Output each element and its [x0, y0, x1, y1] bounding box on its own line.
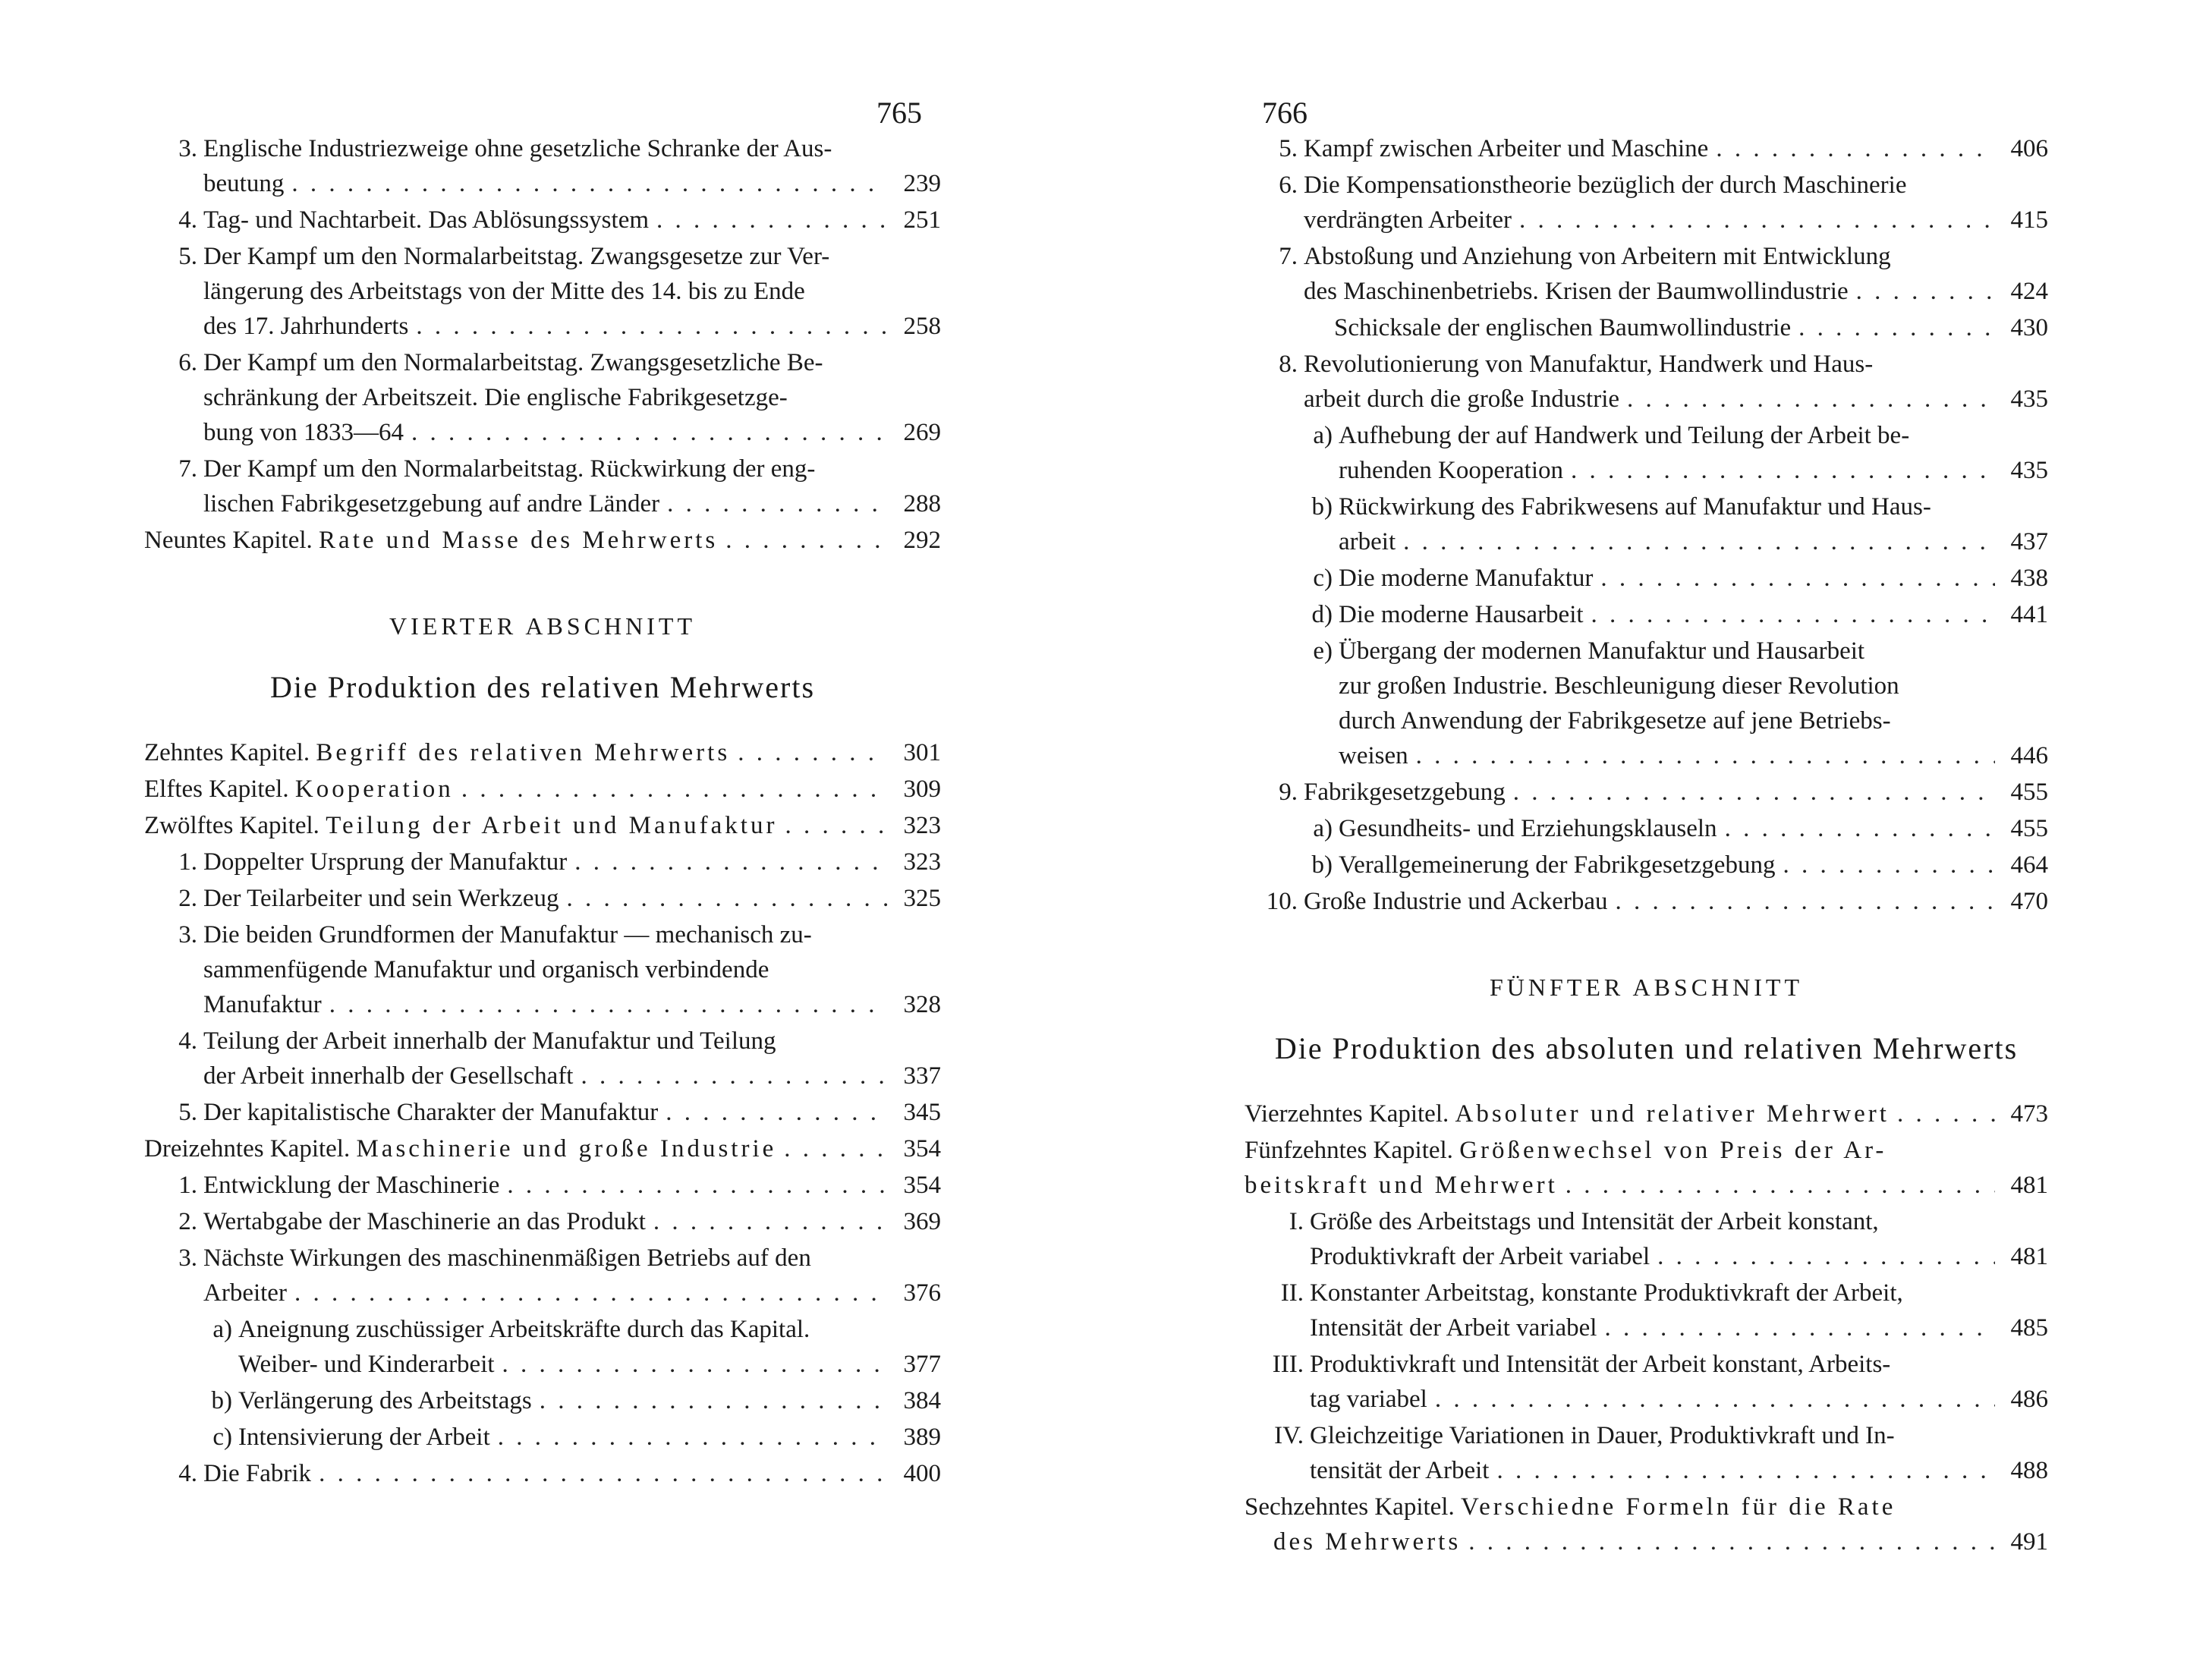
entry-text: Schicksale der englischen Baumwollindustrie	[1334, 314, 1792, 341]
dot-leader	[1615, 888, 1995, 916]
entry-number: 7.	[178, 455, 197, 483]
dot-leader	[784, 1135, 888, 1163]
page-ref: 455	[2010, 779, 2048, 806]
page-ref: 441	[2010, 601, 2048, 628]
toc-group-top	[1245, 135, 2048, 313]
entry-text: arbeit	[1339, 528, 1396, 555]
entry-text: Manufaktur	[203, 991, 322, 1018]
dot-leader	[1403, 528, 1995, 556]
section-title: Die Produktion des absoluten und relativen Mehrwerts	[1274, 1031, 2019, 1065]
entry-text: Größe des Arbeitstags und Intensität der Arbeit konstant,	[1310, 1208, 1879, 1235]
dot-leader	[667, 490, 888, 518]
entry-text: Verallgemeinerung der Fabrikgesetzgebung	[1339, 851, 1776, 879]
page-ref: 309	[903, 776, 941, 803]
toc-entry	[1245, 493, 2048, 563]
page-ref: 328	[903, 991, 941, 1018]
dot-leader	[1600, 565, 1995, 593]
toc-entry	[144, 848, 941, 883]
dot-leader	[666, 1099, 888, 1127]
entry-number: 3.	[178, 921, 197, 949]
chapter-entry	[144, 739, 941, 774]
entry-number: 1.	[178, 1172, 197, 1199]
page-ref: 377	[903, 1351, 941, 1378]
entry-text: längerung des Arbeitstags von der Mitte des 14. bis zu Ende	[203, 278, 805, 305]
page-ref: 345	[903, 1099, 941, 1126]
page-ref: 430	[2010, 314, 2048, 341]
dot-leader	[581, 1062, 888, 1090]
entry-number: 5.	[178, 1099, 197, 1126]
toc-group-9-sub	[1245, 815, 2048, 886]
page-ref: 473	[2010, 1100, 2048, 1128]
entry-number: a)	[212, 1316, 232, 1343]
entry-text: Gesundheits- und Erziehungsklauseln	[1339, 815, 1717, 842]
chapter-title: Maschinerie und große Industrie	[356, 1135, 777, 1162]
entry-text: Aufhebung der auf Handwerk und Teilung der Arbeit be-	[1339, 422, 1910, 449]
page-ref: 323	[903, 812, 941, 839]
dot-leader	[1519, 206, 1995, 234]
chapter-entry	[1245, 1137, 2048, 1207]
page-ref: 415	[2010, 206, 2048, 234]
toc-entry	[1245, 1351, 2048, 1420]
dot-leader	[1798, 314, 1995, 342]
toc-entry	[144, 1316, 941, 1386]
toc-entry	[144, 921, 941, 1026]
dot-leader	[1657, 1243, 1995, 1271]
entry-text: Weiber- und Kinderarbeit	[238, 1351, 495, 1378]
toc-entry	[1245, 888, 2048, 923]
page-ref: 486	[2010, 1386, 2048, 1413]
entry-number: c)	[1313, 565, 1333, 592]
entry-text: Große Industrie und Ackerbau	[1304, 888, 1608, 915]
entry-text: Abstoßung und Anziehung von Arbeitern mit Entwicklung	[1304, 243, 1891, 270]
section-label: FÜNFTER ABSCHNITT	[1489, 974, 1804, 1001]
entry-text: Übergang der modernen Manufaktur und Hausarbeit	[1339, 637, 1865, 665]
entry-number: IV.	[1274, 1422, 1304, 1449]
page-ref: 384	[903, 1387, 941, 1414]
entry-number: 3.	[178, 1244, 197, 1272]
dot-leader	[574, 848, 888, 876]
toc-group-ch12	[144, 848, 941, 1134]
chapter-title: des Mehrwerts	[1273, 1528, 1462, 1556]
dot-leader	[461, 776, 888, 804]
entry-number: I.	[1289, 1208, 1304, 1235]
toc-entry	[144, 1424, 941, 1458]
page-number: 765	[876, 96, 922, 130]
right-page	[1094, 0, 2187, 1680]
entry-number: 4.	[178, 1460, 197, 1487]
entry-text: Die moderne Hausarbeit	[1339, 601, 1584, 628]
chapter-label: Fünfzehntes Kapitel.	[1245, 1137, 1453, 1164]
dot-leader	[1566, 1172, 1995, 1200]
toc-group-top	[144, 135, 941, 525]
dot-leader	[1897, 1100, 1995, 1128]
dot-leader	[1468, 1528, 1995, 1556]
dot-leader	[498, 1424, 888, 1452]
page-ref: 354	[903, 1135, 941, 1162]
page-ref: 435	[2010, 457, 2048, 484]
toc-entry	[144, 206, 941, 241]
dot-leader	[1783, 851, 1995, 879]
entry-text: durch Anwendung der Fabrikgesetze auf jene Betriebs-	[1339, 707, 1891, 735]
toc-entry	[1245, 243, 2048, 313]
toc-entry	[1245, 1279, 2048, 1349]
chapter-title: Rate und Masse des Mehrwerts	[319, 527, 719, 554]
page-ref: 325	[903, 885, 941, 912]
toc-entry	[1245, 422, 2048, 492]
entry-number: b)	[1311, 493, 1333, 521]
entry-text: des 17. Jahrhunderts	[203, 313, 409, 340]
entry-text: beutung	[203, 170, 285, 197]
entry-text: Doppelter Ursprung der Manufaktur	[203, 848, 568, 876]
dot-leader	[291, 170, 888, 198]
entry-text: Die Kompensationstheorie bezüglich der durch Maschinerie	[1304, 171, 1907, 199]
entry-number: 2.	[178, 1208, 197, 1235]
toc-entry	[1245, 851, 2048, 886]
entry-text: Die moderne Manufaktur	[1339, 565, 1594, 592]
entry-number: III.	[1272, 1351, 1304, 1378]
dot-leader	[319, 1460, 888, 1488]
toc-entry	[144, 1208, 941, 1243]
entry-number: 10.	[1266, 888, 1298, 915]
entry-number: b)	[1311, 851, 1333, 879]
entry-text: Produktivkraft und Intensität der Arbeit konstant, Arbeits-	[1310, 1351, 1891, 1378]
page-ref: 491	[2010, 1528, 2048, 1556]
entry-number: 3.	[178, 135, 197, 162]
dot-leader	[738, 739, 888, 767]
chapter-label: Neuntes Kapitel.	[144, 527, 313, 554]
entry-text: tag variabel	[1310, 1386, 1427, 1413]
toc-entry	[144, 1172, 941, 1207]
section-title: Die Produktion des relativen Mehrwerts	[269, 670, 816, 704]
toc-entry	[144, 1099, 941, 1134]
toc-entry	[144, 455, 941, 525]
entry-number: 2.	[178, 885, 197, 912]
toc-right	[1245, 135, 2048, 1565]
dot-leader	[507, 1172, 888, 1200]
page-ref: 464	[2010, 851, 2048, 879]
entry-text: weisen	[1339, 742, 1408, 769]
entry-number: 7.	[1279, 243, 1298, 270]
entry-number: 6.	[1279, 171, 1298, 199]
dot-leader	[416, 313, 888, 341]
chapter-title: Verschiedne Formeln für die Rate	[1460, 1493, 1896, 1521]
page-ref: 455	[2010, 815, 2048, 842]
entry-text: Teilung der Arbeit innerhalb der Manufaktur und Teilung	[203, 1027, 776, 1055]
page-ref: 406	[2010, 135, 2048, 162]
dot-leader	[540, 1387, 888, 1415]
chapter-title: Teilung der Arbeit und Manufaktur	[326, 812, 778, 839]
chapter-label: Zwölftes Kapitel.	[144, 812, 319, 839]
page-ref: 337	[903, 1062, 941, 1090]
entry-text: Tag- und Nachtarbeit. Das Ablösungssystem	[203, 206, 650, 234]
entry-text: Verlängerung des Arbeitstags	[238, 1387, 532, 1414]
entry-text: Der Teilarbeiter und sein Werkzeug	[203, 885, 559, 912]
entry-text: sammenfügende Manufaktur und organisch verbindende	[203, 956, 769, 983]
chapter-entry	[144, 527, 941, 562]
toc-entry	[1245, 351, 2048, 420]
toc-entry	[144, 349, 941, 454]
dot-leader	[1725, 815, 1995, 843]
entry-text: Aneignung zuschüssiger Arbeitskräfte durch das Kapital.	[238, 1316, 810, 1343]
page-ref: 301	[903, 739, 941, 766]
toc-entry	[1245, 1208, 2048, 1278]
chapter-title: Absoluter und relativer Mehrwert	[1455, 1100, 1890, 1128]
toc-entry	[144, 885, 941, 920]
entry-text: Wertabgabe der Maschinerie an das Produkt	[203, 1208, 646, 1235]
entry-text: Die beiden Grundformen der Manufaktur — mechanisch zu-	[203, 921, 812, 949]
entry-text: Arbeiter	[203, 1279, 287, 1307]
entry-number: 6.	[178, 349, 197, 376]
page-ref: 369	[903, 1208, 941, 1235]
page-ref: 446	[2010, 742, 2048, 769]
toc-left	[144, 135, 941, 1496]
entry-text: bung von 1833—64	[203, 419, 404, 446]
section-label: VIERTER ABSCHNITT	[389, 612, 696, 640]
entry-text: Der Kampf um den Normalarbeitstag. Rückwirkung der eng-	[203, 455, 816, 483]
page-ref: 269	[903, 419, 941, 446]
toc-entry	[144, 1027, 941, 1097]
dot-leader	[1435, 1386, 1995, 1414]
dot-leader	[329, 991, 888, 1019]
dot-leader	[1571, 457, 1995, 485]
dot-leader	[1513, 779, 1995, 807]
entry-text: Der Kampf um den Normalarbeitstag. Zwangsgesetzliche Be-	[203, 349, 823, 376]
entry-number: 4.	[178, 1027, 197, 1055]
toc-entry	[1245, 779, 2048, 813]
dot-leader	[725, 527, 888, 555]
entry-text: der Arbeit innerhalb der Gesellschaft	[203, 1062, 574, 1090]
chapter-entry	[1245, 1493, 2048, 1563]
entry-text: des Maschinenbetriebs. Krisen der Baumwollindustrie	[1304, 278, 1849, 305]
dot-leader	[1716, 135, 1995, 163]
chapter-title: Größenwechsel von Preis der Ar-	[1459, 1137, 1887, 1164]
page-ref: 288	[903, 490, 941, 518]
page-number: 766	[1262, 96, 1307, 130]
entry-number: d)	[1311, 601, 1333, 628]
entry-text: Intensität der Arbeit variabel	[1310, 1314, 1597, 1342]
entry-number: b)	[211, 1387, 232, 1414]
dot-leader	[1416, 742, 1995, 770]
toc-entry	[144, 135, 941, 205]
entry-text: Konstanter Arbeitstag, konstante Produktivkraft der Arbeit,	[1310, 1279, 1903, 1307]
entry-text: Nächste Wirkungen des maschinenmäßigen Betriebs auf den	[203, 1244, 811, 1272]
toc-group-9	[1245, 779, 2048, 813]
entry-text: Entwicklung der Maschinerie	[203, 1172, 500, 1199]
page-ref: 435	[2010, 385, 2048, 413]
entry-text: Revolutionierung von Manufaktur, Handwerk und Haus-	[1304, 351, 1874, 378]
dot-leader	[1496, 1457, 1995, 1485]
toc-entry	[1245, 815, 2048, 850]
toc-entry	[1245, 1422, 2048, 1492]
entry-number: a)	[1313, 815, 1333, 842]
page-ref: 437	[2010, 528, 2048, 555]
toc-group-ch13-4	[144, 1460, 941, 1495]
entry-number: 1.	[178, 848, 197, 876]
chapter-title: beitskraft und Mehrwert	[1245, 1172, 1558, 1199]
entry-text: Rückwirkung des Fabrikwesens auf Manufaktur und Haus-	[1339, 493, 1931, 521]
page-ref: 354	[903, 1172, 941, 1199]
toc-group-8	[1245, 351, 2048, 420]
entry-text: Produktivkraft der Arbeit variabel	[1310, 1243, 1650, 1270]
page-ref: 438	[2010, 565, 2048, 592]
page-ref: 251	[903, 206, 941, 234]
toc-group-ch15	[1245, 1208, 2048, 1492]
toc-entry	[1245, 135, 2048, 170]
entry-text: Gleichzeitige Variationen in Dauer, Produktivkraft und In-	[1310, 1422, 1895, 1449]
dot-leader	[1604, 1314, 1995, 1342]
chapter-label: Dreizehntes Kapitel.	[144, 1135, 351, 1162]
page-ref: 424	[2010, 278, 2048, 305]
toc-group-8-sub	[1245, 422, 2048, 777]
dot-leader	[656, 206, 888, 234]
chapter-entry	[144, 776, 941, 810]
entry-text: schränkung der Arbeitszeit. Die englische Fabrikgesetzge-	[203, 384, 788, 411]
dot-leader	[1627, 385, 1995, 414]
dot-leader	[653, 1208, 888, 1236]
entry-number: II.	[1280, 1279, 1304, 1307]
entry-text: Englische Industriezweige ohne gesetzliche Schranke der Aus-	[203, 135, 832, 162]
toc-entry	[1245, 601, 2048, 636]
page-ref: 485	[2010, 1314, 2048, 1342]
toc-entry	[1245, 171, 2048, 241]
toc-group-ch13	[144, 1172, 941, 1314]
page-ref: 481	[2010, 1172, 2048, 1199]
entry-text: Der Kampf um den Normalarbeitstag. Zwangsgesetze zur Ver-	[203, 243, 830, 270]
page-ref: 481	[2010, 1243, 2048, 1270]
dot-leader	[502, 1351, 888, 1379]
chapter-title: Kooperation	[294, 776, 454, 803]
entry-number: e)	[1313, 637, 1333, 665]
chapter-label: Zehntes Kapitel.	[144, 739, 310, 766]
entry-number: 8.	[1279, 351, 1298, 378]
toc-group-ch13-3	[144, 1316, 941, 1458]
page-ref: 470	[2010, 888, 2048, 915]
page-ref: 258	[903, 313, 941, 340]
dot-leader	[294, 1279, 888, 1307]
page-ref: 323	[903, 848, 941, 876]
dot-leader	[566, 885, 888, 913]
dot-leader	[411, 419, 888, 447]
entry-number: 9.	[1279, 779, 1298, 806]
dot-leader	[1591, 601, 1995, 629]
chapter-title: Begriff des relativen Mehrwerts	[316, 739, 731, 766]
chapter-entry	[144, 1135, 941, 1170]
toc-entry	[1245, 637, 2048, 777]
chapter-label: Elftes Kapitel.	[144, 776, 289, 803]
entry-text: Intensivierung der Arbeit	[238, 1424, 490, 1451]
entry-number: 5.	[1279, 135, 1298, 162]
toc-entry	[144, 243, 941, 348]
entry-text: zur großen Industrie. Beschleunigung dieser Revolution	[1339, 672, 1899, 700]
entry-text: arbeit durch die große Industrie	[1304, 385, 1620, 413]
entry-number: 5.	[178, 243, 197, 270]
entry-text: tensität der Arbeit	[1310, 1457, 1490, 1484]
toc-entry	[144, 1460, 941, 1495]
entry-text: Der kapitalistische Charakter der Manufaktur	[203, 1099, 659, 1126]
chapter-label: Vierzehntes Kapitel.	[1245, 1100, 1449, 1128]
entry-number: a)	[1313, 422, 1333, 449]
dot-leader	[785, 812, 888, 840]
dot-leader	[1856, 278, 1995, 306]
toc-entry	[144, 1244, 941, 1314]
toc-entry	[1245, 565, 2048, 599]
entry-text: ruhenden Kooperation	[1339, 457, 1563, 484]
page-ref: 389	[903, 1424, 941, 1451]
page-ref: 488	[2010, 1457, 2048, 1484]
chapter-label: Sechzehntes Kapitel.	[1245, 1493, 1455, 1521]
chapter-entry	[1245, 1100, 2048, 1135]
entry-text: Fabrikgesetzgebung	[1304, 779, 1506, 806]
toc-entry	[1245, 314, 2048, 349]
entry-number: c)	[212, 1424, 232, 1451]
entry-text: lischen Fabrikgesetzgebung auf andre Länder	[203, 490, 660, 518]
entry-number: 4.	[178, 206, 197, 234]
entry-text: Die Fabrik	[203, 1460, 312, 1487]
page-ref: 376	[903, 1279, 941, 1307]
entry-text: verdrängten Arbeiter	[1304, 206, 1512, 234]
toc-entry	[144, 1387, 941, 1422]
page-ref: 292	[903, 527, 941, 554]
chapter-entry	[144, 812, 941, 847]
page-ref: 400	[903, 1460, 941, 1487]
page-ref: 239	[903, 170, 941, 197]
toc-group-10	[1245, 888, 2048, 923]
entry-text: Kampf zwischen Arbeiter und Maschine	[1304, 135, 1709, 162]
